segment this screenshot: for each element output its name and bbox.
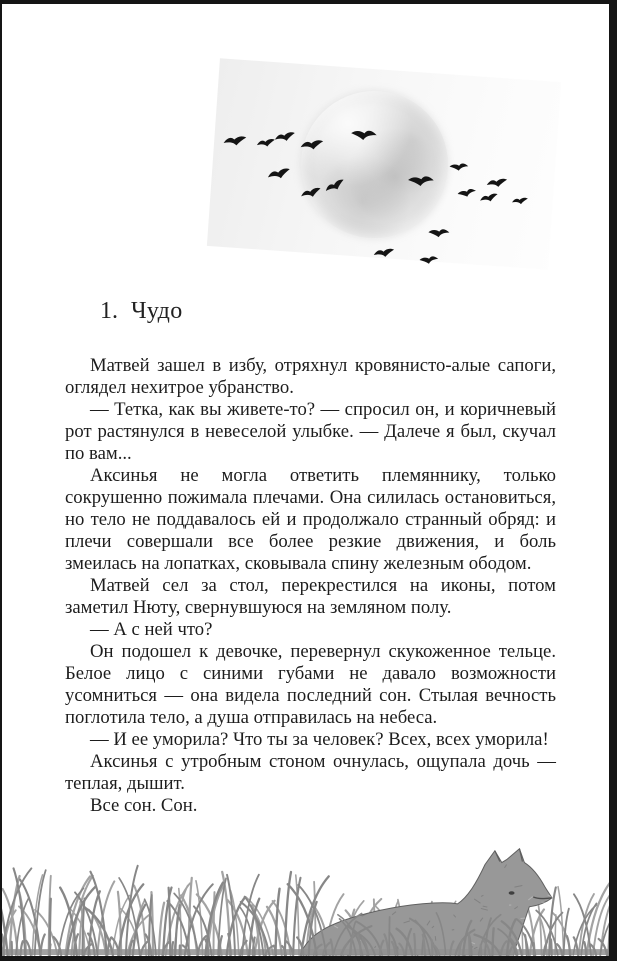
bird-icon [486,178,507,188]
bird-icon [479,193,498,204]
paragraph: — И ее уморила? Что ты за человек? Всех, всех уморила! [90,729,549,750]
chapter-heading [100,298,183,325]
paragraph: Он подошел к девочке, перевернул скукоженное тельце. Белое лицо с синими губами не давало возможности усомниться — она видела последний сон. Стылая вечность поглотила тело, а душа отправилась на небеса. [65,641,556,728]
birds-flock-icon [2,4,617,289]
bird-icon [351,130,377,141]
moon-illustration [2,4,609,289]
bird-icon [223,136,247,147]
bird-icon [512,197,529,204]
paragraph: — А с ней что? [90,619,213,640]
bird-icon [324,178,346,193]
paragraph: Матвей сел за стол, перекрестился на иконы, потом заметил Нюту, свернувшуюся на земляном полу. [65,575,556,618]
paragraph: Аксинья не могла ответить племяннику, только сокрушенно пожимала плечами. Она силилась остановиться, но тело не поддавалось ей и продолжало странный обряд: и плечи совершали все более резкие движения, и боль змеилась на лопатках, сковывала спину железным ободом. [65,465,556,574]
paragraph: Матвей зашел в избу, отряхнул кровянисто-алые сапоги, оглядел нехитрое убранство. [65,355,556,398]
paragraph: — Тетка, как вы живете-то? — спросил он, и коричневый рот растянулся в невеселой улыбке. — Далече я был, скучал по вам... [65,399,556,464]
paragraph: Все сон. Сон. [90,795,198,816]
fox-eye-icon [509,891,515,895]
chapter-number: 1. [100,298,118,324]
bird-icon [449,162,468,172]
page-text [65,355,556,817]
bird-icon [419,255,438,266]
bird-icon [428,228,450,239]
paragraph: Аксинья с утробным стоном очнулась, ощупала дочь — теплая, дышит. [65,751,556,794]
bird-icon [274,132,296,143]
bird-icon [300,140,324,151]
bird-icon [457,187,477,199]
chapter-title: Чудо [131,298,183,324]
bird-icon [300,187,322,200]
bird-icon [408,175,434,188]
fox-illustration [2,835,609,956]
bird-icon [373,248,394,258]
bird-icon [256,138,275,147]
bird-icon [267,168,291,181]
